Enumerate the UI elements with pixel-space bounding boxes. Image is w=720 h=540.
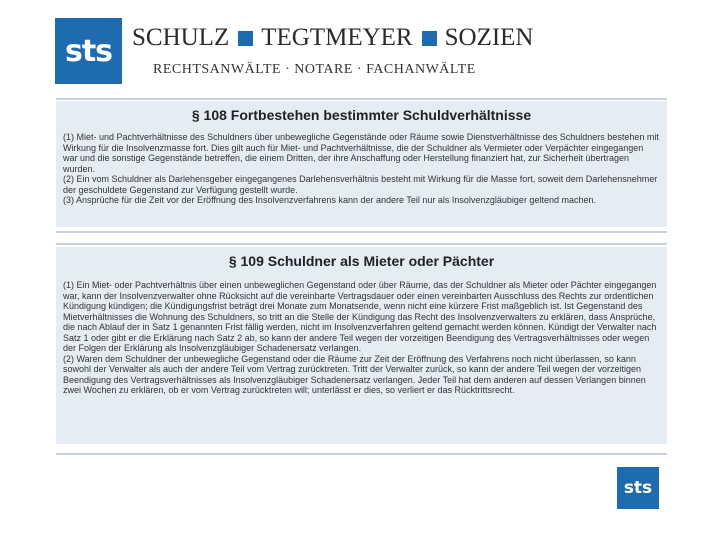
section-paragraph: (1) Ein Miet- oder Pachtverhältnis über einen unbeweglichen Gegenstand oder über Räume, das der Schuldner als Mieter oder Pächter eingegangen war, kann der Insolvenzverwalter ohne Rücksicht auf die vereinbarte Vertragsdauer oder einen vereinbarten Ausschluss des Rechts zur ordentlichen Kündigung kündigen; die Kündigungsfrist beträgt drei Monate zum Monatsende, wenn nicht eine kürzere Frist maßgeblich ist. Ist Gegenstand des Mietverhältnisses die Wohnung des Schuldners, so tritt an die Stelle der Kündigung das Recht des Insolvenzverwalters zu erklären, dass Ansprüche, die nach Ablauf der in Satz 1 genannten Frist fällig werden, nicht im Insolvenzverfahren geltend gemacht werden können. Kündigt der Verwalter nach Satz 1 oder gibt er die Erklärung nach Satz 2 ab, so kann der andere Teil wegen der vorzeitigen Beendigung des Vertragsverhältnisses oder wegen der Folgen der Erklärung als Insolvenzgläubiger Schadenersatz verlangen. [63,280,657,353]
firm-name-part1: SCHULZ [132,24,230,51]
firm-name [132,22,534,54]
section-108 [56,101,667,227]
divider [56,453,667,455]
section-paragraph: (2) Waren dem Schuldner der unbewegliche Gegenstand oder die Räume zur Zeit der Eröffnung des Verfahrens noch nicht überlassen, so kann sowohl der Verwalter als auch der andere Teil vom Vertrag zurücktreten. Tritt der Verwalter zurück, so kann der andere Teil wegen der vorzeitigen Beendigung des Vertragsverhältnisses als Insolvenzgläubiger Schadenersatz verlangen. Jeder Teil hat dem anderen auf dessen Verlangen binnen zwei Wochen zu erklären, ob er vom Vertrag zurücktreten will; unterlässt er dies, so verliert er das Rücktrittsrecht. [63,353,646,395]
square-separator-icon [238,31,253,46]
section-paragraph: (1) Miet- und Pachtverhältnisse des Schuldners über unbewegliche Gegenstände oder Räume sowie Dienstverhältnisse des Schuldners bestehen mit Wirkung für die Insolvenzmasse fort. Dies gilt auch für Miet- und Pachtverhältnisse, die der Schuldner als Vermieter oder Verpächter eingegangen war und die sonstige Gegenstände betreffen, die einem Dritten, der ihre Anschaffung oder Herstellung finanziert hat, zur Sicherheit übertragen wurden. [63,132,659,174]
square-separator-icon [422,31,437,46]
footer-logo: sts [617,467,659,509]
section-109 [56,247,667,444]
section-title: § 108 Fortbestehen bestimmter Schuldverhältnisse [191,107,532,123]
section-title: § 109 Schuldner als Mieter oder Pächter [228,253,495,269]
firm-logo: sts [55,18,122,84]
firm-name-part3: SOZIEN [444,24,534,51]
firm-subtitle: RECHTSANWÄLTE · NOTARE · FACHANWÄLTE [153,62,476,77]
divider [56,243,667,245]
divider [56,231,667,233]
section-paragraph: (2) Ein vom Schuldner als Darlehensgeber eingegangenes Darlehensverhältnis besteht mit Wirkung für die Masse fort, soweit dem Darlehensnehmer der geschuldete Gegenstand zur Verfügung gestellt wurde. [63,174,658,195]
divider [56,98,667,100]
firm-name-part2: TEGTMEYER [261,24,413,51]
section-paragraph: (3) Ansprüche für die Zeit vor der Eröffnung des Insolvenzverfahrens kann der andere Teil nur als Insolvenzgläubiger geltend machen. [63,195,596,205]
